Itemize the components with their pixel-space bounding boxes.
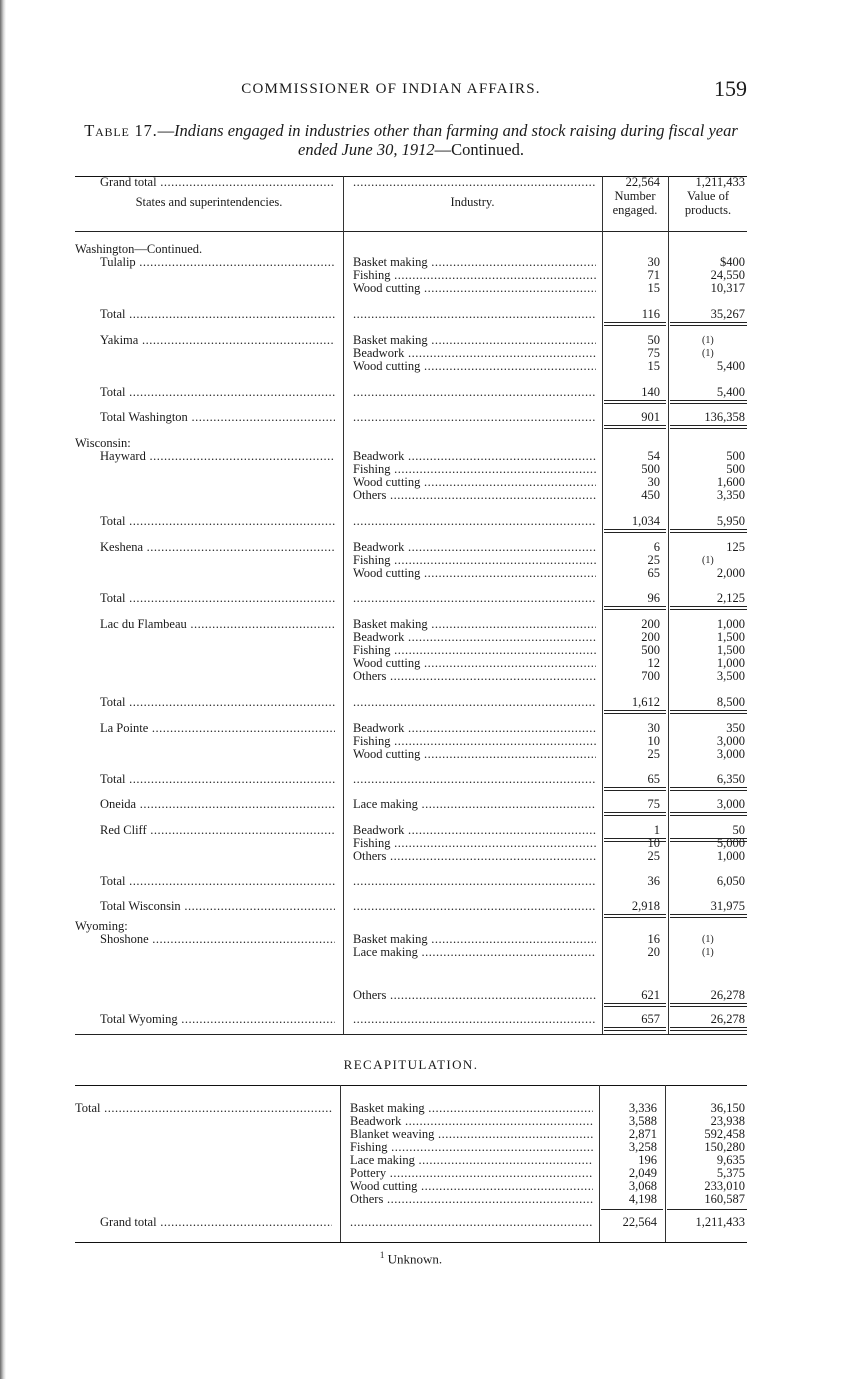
recap-top-rule bbox=[75, 1085, 747, 1086]
table-row bbox=[75, 773, 747, 786]
value-cell: (1) bbox=[702, 348, 714, 359]
value-cell: 500 bbox=[726, 450, 745, 463]
column-header-industry: Industry. bbox=[450, 195, 495, 209]
state-cell: Yakima ..... bbox=[75, 334, 335, 347]
value-cell: 1,211,433 bbox=[695, 1216, 745, 1229]
number-cell: 65 bbox=[647, 773, 660, 786]
industry-cell: Lace making ..... bbox=[353, 798, 596, 811]
column-rule bbox=[670, 838, 747, 839]
industry-cell: Beadwork ..... bbox=[350, 1115, 593, 1128]
number-cell: 30 bbox=[647, 256, 660, 269]
number-cell: 30 bbox=[647, 476, 660, 489]
number-cell: 15 bbox=[647, 360, 660, 373]
column-rule bbox=[604, 838, 666, 839]
value-cell: 3,000 bbox=[716, 735, 745, 748]
table-row bbox=[75, 450, 747, 463]
column-rule bbox=[604, 1003, 666, 1004]
number-cell: 10 bbox=[647, 837, 660, 850]
value-cell: 1,000 bbox=[716, 850, 745, 863]
value-cell: 5,400 bbox=[716, 360, 745, 373]
industry-cell: Lace making ..... bbox=[350, 1154, 593, 1167]
column-header-states: States and superintendencies. bbox=[135, 195, 283, 209]
table-row bbox=[75, 437, 747, 450]
table-row bbox=[75, 334, 747, 347]
recapitulation-title: RECAPITULATION. bbox=[343, 1057, 479, 1072]
column-rule bbox=[670, 532, 747, 533]
number-cell: 500 bbox=[641, 463, 660, 476]
industry-cell: Fishing ..... bbox=[350, 1141, 593, 1154]
number-cell: 54 bbox=[647, 450, 660, 463]
number-cell: 2,049 bbox=[628, 1167, 657, 1180]
footnote-text: Unknown. bbox=[387, 1251, 443, 1267]
number-cell: 16 bbox=[647, 933, 660, 946]
table-row bbox=[75, 347, 747, 360]
column-rule bbox=[670, 1006, 747, 1007]
column-rule bbox=[670, 400, 747, 401]
value-cell: 3,500 bbox=[716, 670, 745, 683]
table-row bbox=[75, 722, 747, 735]
table-row bbox=[75, 269, 747, 282]
column-rule bbox=[670, 609, 747, 610]
table-row bbox=[75, 308, 747, 321]
table-row bbox=[75, 631, 747, 644]
value-cell: 136,358 bbox=[704, 411, 745, 424]
column-rule bbox=[604, 710, 666, 711]
state-cell: Shoshone ..... bbox=[75, 933, 335, 946]
column-rule bbox=[601, 1209, 663, 1210]
industry-cell: Fishing ..... bbox=[353, 554, 596, 567]
number-cell: 196 bbox=[638, 1154, 657, 1167]
state-cell: Total Wyoming ..... bbox=[75, 1013, 335, 1026]
value-cell: 9,635 bbox=[716, 1154, 745, 1167]
number-cell: 500 bbox=[641, 644, 660, 657]
column-rule bbox=[604, 428, 666, 429]
table-row bbox=[75, 1154, 747, 1167]
column-rule bbox=[670, 713, 747, 714]
number-cell: 3,068 bbox=[628, 1180, 657, 1193]
footnote bbox=[75, 1250, 747, 1267]
column-rule bbox=[604, 1006, 666, 1007]
industry-cell: Wood cutting ..... bbox=[353, 567, 596, 580]
table-row bbox=[75, 900, 747, 913]
state-cell: Total ..... bbox=[75, 515, 335, 528]
industry-cell bbox=[353, 1013, 596, 1026]
table-row bbox=[75, 360, 747, 373]
number-cell: 901 bbox=[641, 411, 660, 424]
table-row bbox=[75, 411, 747, 424]
value-cell: (1) bbox=[702, 934, 714, 945]
value-cell: 3,000 bbox=[716, 748, 745, 761]
industry-cell: Others ..... bbox=[353, 989, 596, 1002]
value-cell: (1) bbox=[702, 947, 714, 958]
number-cell: 25 bbox=[647, 748, 660, 761]
value-cell: 1,211,433 bbox=[695, 176, 745, 189]
industry-cell: Basket making ..... bbox=[353, 933, 596, 946]
column-rule bbox=[670, 1003, 747, 1004]
column-rule bbox=[670, 322, 747, 323]
industry-cell bbox=[353, 696, 596, 709]
column-rule bbox=[604, 322, 666, 323]
industry-cell: Fishing ..... bbox=[353, 644, 596, 657]
value-cell: 6,350 bbox=[716, 773, 745, 786]
table-row bbox=[75, 824, 747, 837]
industry-cell bbox=[353, 773, 596, 786]
state-cell: Wisconsin: bbox=[75, 437, 131, 450]
recap-table bbox=[75, 1085, 747, 1245]
page-number: 159 bbox=[714, 76, 747, 101]
table-row bbox=[75, 657, 747, 670]
table-row bbox=[75, 282, 747, 295]
industry-cell bbox=[353, 900, 596, 913]
table-row bbox=[75, 256, 747, 269]
table-row bbox=[75, 541, 747, 554]
column-rule bbox=[670, 403, 747, 404]
value-cell: 35,267 bbox=[710, 308, 745, 321]
table-row bbox=[75, 1141, 747, 1154]
table-row bbox=[75, 176, 747, 189]
industry-cell: Fishing ..... bbox=[353, 269, 596, 282]
industry-cell bbox=[353, 308, 596, 321]
table-row bbox=[75, 875, 747, 888]
state-cell: Grand total ..... bbox=[75, 1216, 332, 1229]
number-cell: 75 bbox=[647, 347, 660, 360]
value-cell: $400 bbox=[720, 256, 745, 269]
column-rule bbox=[670, 790, 747, 791]
value-cell: 1,600 bbox=[716, 476, 745, 489]
table-row bbox=[75, 554, 747, 567]
table-bottom-rule bbox=[75, 1034, 747, 1035]
value-cell: 5,400 bbox=[716, 386, 745, 399]
table-row bbox=[75, 592, 747, 605]
table-label: Table 17. bbox=[84, 121, 158, 140]
table-row bbox=[75, 798, 747, 811]
state-cell: Keshena ..... bbox=[75, 541, 335, 554]
value-cell: 5,950 bbox=[716, 515, 745, 528]
number-cell: 71 bbox=[647, 269, 660, 282]
column-rule bbox=[670, 815, 747, 816]
table-row bbox=[75, 1013, 747, 1026]
industry-cell: Basket making ..... bbox=[350, 1102, 593, 1115]
state-cell: Lac du Flambeau ..... bbox=[75, 618, 335, 631]
table-row bbox=[75, 850, 747, 863]
table-row bbox=[75, 1180, 747, 1193]
table-row bbox=[75, 618, 747, 631]
industry-cell: Others ..... bbox=[353, 850, 596, 863]
table-row bbox=[75, 989, 747, 1002]
table-row bbox=[75, 567, 747, 580]
table-row bbox=[75, 386, 747, 399]
number-cell: 22,564 bbox=[625, 176, 660, 189]
number-cell: 116 bbox=[641, 308, 660, 321]
value-cell: (1) bbox=[702, 335, 714, 346]
state-cell: Total ..... bbox=[75, 592, 335, 605]
header-bottom-rule bbox=[75, 231, 747, 232]
column-header-value: Value of products. bbox=[684, 189, 732, 217]
page-edge-shadow bbox=[0, 0, 6, 1379]
value-cell: 26,278 bbox=[710, 1013, 745, 1026]
number-cell: 200 bbox=[641, 631, 660, 644]
column-rule bbox=[604, 532, 666, 533]
industry-cell: Basket making ..... bbox=[353, 618, 596, 631]
table-row bbox=[75, 933, 747, 946]
state-cell: Total Wisconsin ..... bbox=[75, 900, 335, 913]
value-cell: 36,150 bbox=[710, 1102, 745, 1115]
industry-cell bbox=[353, 515, 596, 528]
value-cell: 1,500 bbox=[716, 644, 745, 657]
number-cell: 65 bbox=[647, 567, 660, 580]
value-cell: 350 bbox=[726, 722, 745, 735]
state-cell: Total ..... bbox=[75, 773, 335, 786]
industry-cell: Fishing ..... bbox=[353, 463, 596, 476]
value-cell: 26,278 bbox=[710, 989, 745, 1002]
industry-cell: Others ..... bbox=[353, 489, 596, 502]
industry-cell: Wood cutting ..... bbox=[350, 1180, 593, 1193]
column-rule bbox=[604, 400, 666, 401]
table-row bbox=[75, 489, 747, 502]
value-cell: 31,975 bbox=[710, 900, 745, 913]
industry-cell: Beadwork ..... bbox=[353, 824, 596, 837]
industry-cell bbox=[350, 1216, 593, 1229]
value-cell: 24,550 bbox=[710, 269, 745, 282]
footnote-marker: 1 bbox=[379, 1250, 385, 1260]
number-cell: 1 bbox=[653, 824, 660, 837]
running-head: COMMISSIONER OF INDIAN AFFAIRS. bbox=[241, 81, 541, 97]
industry-cell: Beadwork ..... bbox=[353, 347, 596, 360]
value-cell: 160,587 bbox=[704, 1193, 745, 1206]
state-cell: Total ..... bbox=[75, 308, 335, 321]
table-row bbox=[75, 1128, 747, 1141]
table-row bbox=[75, 748, 747, 761]
value-cell: 6,050 bbox=[716, 875, 745, 888]
industry-cell: Wood cutting ..... bbox=[353, 657, 596, 670]
column-rule bbox=[670, 917, 747, 918]
value-cell: 592,458 bbox=[704, 1128, 745, 1141]
column-rule bbox=[604, 606, 666, 607]
value-cell: 2,125 bbox=[716, 592, 745, 605]
industry-cell: Lace making ..... bbox=[353, 946, 596, 959]
value-cell: 2,000 bbox=[716, 567, 745, 580]
number-cell: 10 bbox=[647, 735, 660, 748]
column-header-number: Number engaged. bbox=[612, 189, 658, 217]
column-rule bbox=[670, 1030, 747, 1031]
value-cell: 500 bbox=[726, 463, 745, 476]
main-table bbox=[75, 176, 747, 1038]
industry-cell: Beadwork ..... bbox=[353, 722, 596, 735]
industry-cell: Fishing ..... bbox=[353, 837, 596, 850]
table-row bbox=[75, 920, 747, 933]
state-cell: Hayward ..... bbox=[75, 450, 335, 463]
industry-cell bbox=[353, 386, 596, 399]
value-cell: 1,500 bbox=[716, 631, 745, 644]
number-cell: 3,258 bbox=[628, 1141, 657, 1154]
table-row bbox=[75, 476, 747, 489]
state-cell: Tulalip ..... bbox=[75, 256, 335, 269]
caption-dash: — bbox=[157, 121, 175, 140]
column-rule bbox=[604, 917, 666, 918]
number-cell: 1,034 bbox=[631, 515, 660, 528]
value-cell: 3,000 bbox=[716, 798, 745, 811]
industry-cell: Blanket weaving ..... bbox=[350, 1128, 593, 1141]
column-rule bbox=[667, 1209, 747, 1210]
number-cell: 1,612 bbox=[631, 696, 660, 709]
table-row bbox=[75, 1167, 747, 1180]
industry-cell: Wood cutting ..... bbox=[353, 282, 596, 295]
table-caption bbox=[75, 121, 747, 159]
table-row bbox=[75, 1193, 747, 1206]
industry-cell: Pottery ..... bbox=[350, 1167, 593, 1180]
state-cell: Total ..... bbox=[75, 696, 335, 709]
state-cell: Total ..... bbox=[75, 875, 335, 888]
column-rule bbox=[604, 787, 666, 788]
value-cell: 23,938 bbox=[710, 1115, 745, 1128]
value-cell: 125 bbox=[726, 541, 745, 554]
column-rule bbox=[670, 914, 747, 915]
number-cell: 200 bbox=[641, 618, 660, 631]
number-cell: 12 bbox=[647, 657, 660, 670]
column-rule bbox=[604, 914, 666, 915]
table-row bbox=[75, 946, 747, 959]
number-cell: 621 bbox=[641, 989, 660, 1002]
value-cell: 10,317 bbox=[710, 282, 745, 295]
column-rule bbox=[604, 815, 666, 816]
number-cell: 140 bbox=[641, 386, 660, 399]
industry-cell bbox=[353, 411, 596, 424]
column-rule bbox=[604, 841, 666, 842]
state-cell: Oneida ..... bbox=[75, 798, 335, 811]
column-rule bbox=[670, 529, 747, 530]
table-row bbox=[75, 463, 747, 476]
column-rule bbox=[670, 1027, 747, 1028]
number-cell: 36 bbox=[647, 875, 660, 888]
column-rule bbox=[670, 787, 747, 788]
caption-title: Indians engaged in industries other than farming and stock raising during fiscal year ended June 30, 1912 bbox=[174, 121, 738, 159]
value-cell: 50 bbox=[732, 824, 745, 837]
number-cell: 20 bbox=[647, 946, 660, 959]
number-cell: 657 bbox=[641, 1013, 660, 1026]
industry-cell: Others ..... bbox=[350, 1193, 593, 1206]
state-cell: Red Cliff ..... bbox=[75, 824, 335, 837]
number-cell: 30 bbox=[647, 722, 660, 735]
industry-cell: Fishing ..... bbox=[353, 735, 596, 748]
table-row bbox=[75, 515, 747, 528]
column-rule bbox=[604, 325, 666, 326]
caption-suffix: —Continued. bbox=[434, 140, 524, 159]
state-cell: Total ..... bbox=[75, 1102, 332, 1115]
industry-cell: Wood cutting ..... bbox=[353, 748, 596, 761]
number-cell: 3,336 bbox=[628, 1102, 657, 1115]
value-cell: 150,280 bbox=[704, 1141, 745, 1154]
table-row bbox=[75, 243, 747, 256]
column-rule bbox=[604, 609, 666, 610]
number-cell: 22,564 bbox=[622, 1216, 657, 1229]
industry-cell: Basket making ..... bbox=[353, 334, 596, 347]
column-rule bbox=[604, 713, 666, 714]
number-cell: 15 bbox=[647, 282, 660, 295]
industry-cell: Wood cutting ..... bbox=[353, 476, 596, 489]
industry-cell: Basket making ..... bbox=[353, 256, 596, 269]
number-cell: 3,588 bbox=[628, 1115, 657, 1128]
column-rule bbox=[604, 1027, 666, 1028]
table-row bbox=[75, 696, 747, 709]
table-row bbox=[75, 670, 747, 683]
value-cell: 5,000 bbox=[716, 837, 745, 850]
state-cell: Grand total ..... bbox=[75, 176, 335, 189]
number-cell: 75 bbox=[647, 798, 660, 811]
column-rule bbox=[670, 841, 747, 842]
industry-cell: Others ..... bbox=[353, 670, 596, 683]
number-cell: 700 bbox=[641, 670, 660, 683]
number-cell: 4,198 bbox=[628, 1193, 657, 1206]
table-row bbox=[75, 735, 747, 748]
page-header bbox=[75, 78, 747, 102]
column-rule bbox=[670, 606, 747, 607]
value-cell: 5,375 bbox=[716, 1167, 745, 1180]
number-cell: 2,918 bbox=[631, 900, 660, 913]
value-cell: 8,500 bbox=[716, 696, 745, 709]
industry-cell: Wood cutting ..... bbox=[353, 360, 596, 373]
table-row bbox=[75, 644, 747, 657]
number-cell: 450 bbox=[641, 489, 660, 502]
column-rule bbox=[604, 812, 666, 813]
industry-cell bbox=[353, 875, 596, 888]
table-row bbox=[75, 1216, 747, 1229]
value-cell: 3,350 bbox=[716, 489, 745, 502]
column-rule bbox=[670, 710, 747, 711]
value-cell: 1,000 bbox=[716, 657, 745, 670]
industry-cell: Beadwork ..... bbox=[353, 541, 596, 554]
value-cell: (1) bbox=[702, 555, 714, 566]
industry-cell bbox=[353, 176, 596, 189]
industry-cell: Beadwork ..... bbox=[353, 450, 596, 463]
value-cell: 233,010 bbox=[704, 1180, 745, 1193]
value-cell: 1,000 bbox=[716, 618, 745, 631]
column-rule bbox=[670, 812, 747, 813]
column-rule bbox=[670, 325, 747, 326]
state-cell: Total ..... bbox=[75, 386, 335, 399]
number-cell: 2,871 bbox=[628, 1128, 657, 1141]
table-row bbox=[75, 1115, 747, 1128]
state-cell: La Pointe ..... bbox=[75, 722, 335, 735]
column-rule bbox=[670, 425, 747, 426]
column-rule bbox=[670, 428, 747, 429]
column-rule bbox=[604, 425, 666, 426]
table-row bbox=[75, 1102, 747, 1115]
number-cell: 96 bbox=[647, 592, 660, 605]
number-cell: 25 bbox=[647, 850, 660, 863]
number-cell: 50 bbox=[647, 334, 660, 347]
state-cell: Total Washington ..... bbox=[75, 411, 335, 424]
recap-bottom-rule bbox=[75, 1242, 747, 1243]
column-rule bbox=[604, 1030, 666, 1031]
column-rule bbox=[604, 790, 666, 791]
number-cell: 25 bbox=[647, 554, 660, 567]
column-rule bbox=[604, 403, 666, 404]
industry-cell: Beadwork ..... bbox=[353, 631, 596, 644]
number-cell: 6 bbox=[653, 541, 660, 554]
state-cell: Wyoming: bbox=[75, 920, 128, 933]
column-rule bbox=[604, 529, 666, 530]
state-cell: Washington—Continued. bbox=[75, 243, 203, 256]
industry-cell bbox=[353, 592, 596, 605]
